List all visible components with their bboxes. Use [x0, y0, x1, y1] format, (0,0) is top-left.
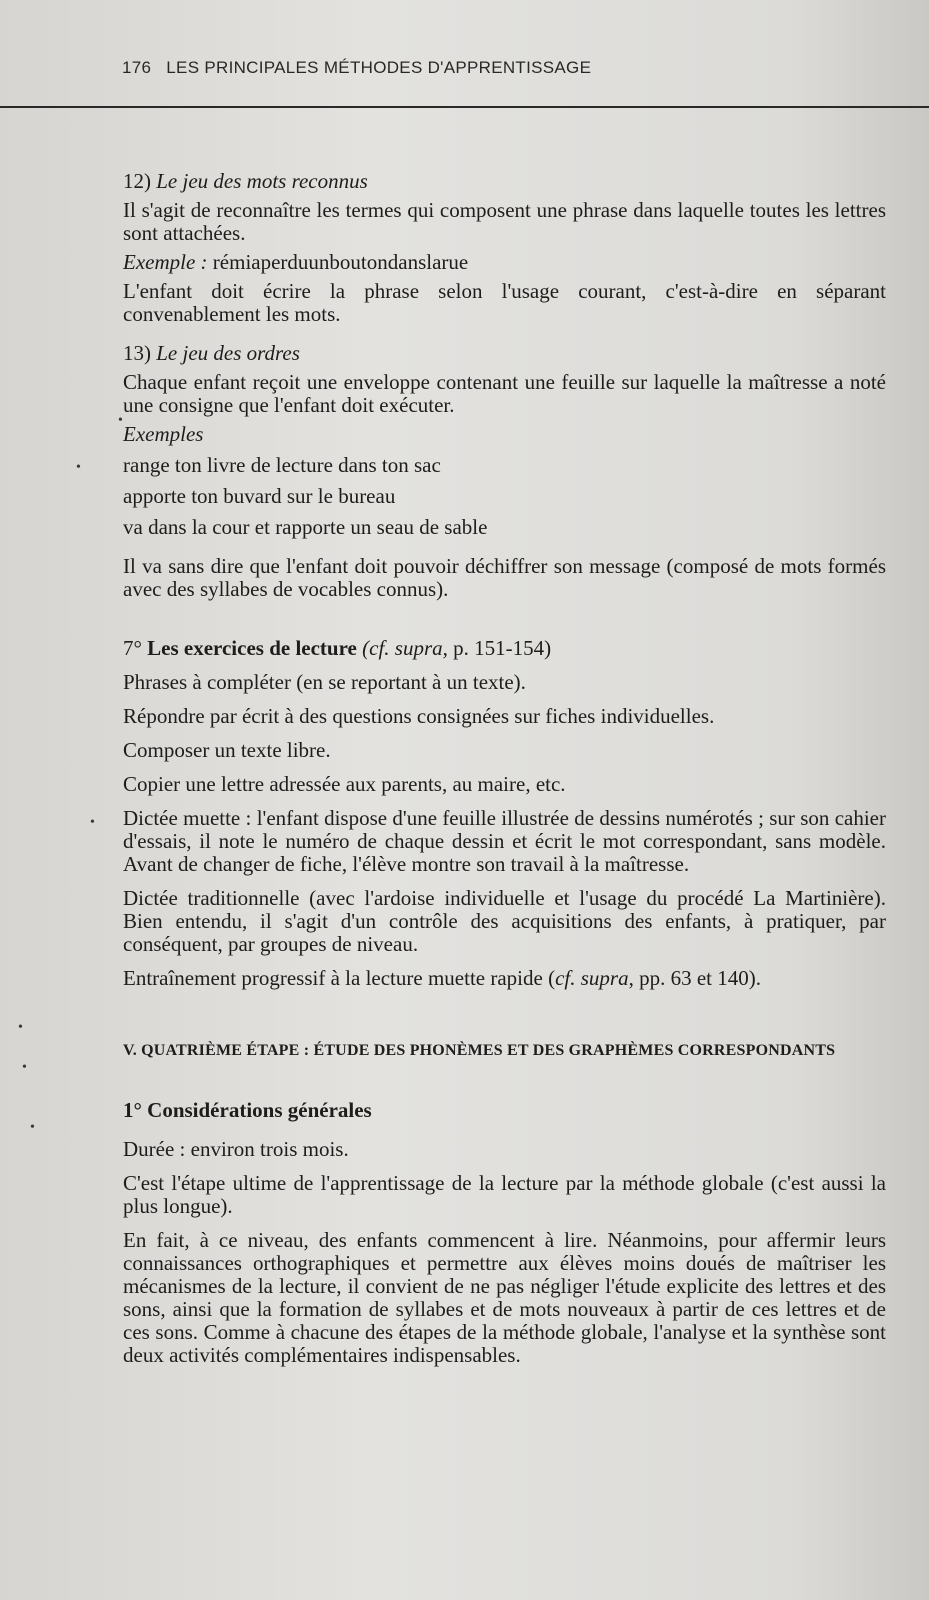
section-13-text: Chaque enfant reçoit une enveloppe contenant une feuille sur laquelle la maîtresse a noté une consigne que l'enfant doit exécuter.	[123, 370, 886, 417]
list-item: Dictée traditionnelle (avec l'ardoise individuelle et l'usage du procédé La Martinière). Bien entendu, il s'agit d'un contrôle des acquisitions des enfants, à pratiquer, par conséquent, par groupes de niveau.	[123, 886, 886, 956]
section-12-example: Exemple : rémiaperduunboutondanslarue	[123, 250, 469, 274]
list-item: va dans la cour et rapporte un seau de sable	[123, 515, 488, 539]
list-item: Dictée muette : l'enfant dispose d'une feuille illustrée de dessins numérotés ; sur son cahier d'essais, il note le numéro de chaque dessin et écrit le mot correspondant, sans modèle. Avant de changer de fiche, l'élève montre son travail à la maîtresse.	[123, 806, 886, 876]
list-item: range ton livre de lecture dans ton sac	[123, 453, 441, 477]
margin-speck: •	[30, 1120, 35, 1135]
list-item: Entraînement progressif à la lecture muette rapide (cf. supra, pp. 63 et 140).	[123, 966, 761, 990]
section-1-title: Considérations générales	[147, 1098, 372, 1122]
running-header	[122, 58, 591, 78]
section-7-heading: 7° Les exercices de lecture (cf. supra, p. 151-154)	[123, 636, 552, 660]
margin-speck: •	[90, 815, 95, 830]
list-item: apporte ton buvard sur le bureau	[123, 484, 396, 508]
section-1-duration: Durée : environ trois mois.	[123, 1137, 349, 1161]
section-1-heading: 1° Considérations générales	[123, 1098, 372, 1122]
section-13-examples-label: Exemples	[123, 422, 204, 446]
part-v-heading: V. QUATRIÈME ÉTAPE : ÉTUDE DES PHONÈMES ET DES GRAPHÈMES CORRESPONDANTS	[123, 1042, 836, 1059]
page-content	[123, 170, 886, 1367]
examples-list	[123, 454, 886, 539]
section-13-title: Le jeu des ordres	[156, 341, 300, 365]
section-12-heading: 12) Le jeu des mots reconnus	[123, 169, 368, 193]
margin-speck: •	[76, 460, 81, 475]
section-13-heading: 13) Le jeu des ordres	[123, 341, 300, 365]
section-13-text2: Il va sans dire que l'enfant doit pouvoir déchiffrer son message (composé de mots formés avec des syllabes de vocables connus).	[123, 554, 886, 601]
section-1-paragraph: En fait, à ce niveau, des enfants commencent à lire. Néanmoins, pour affermir leurs connaissances orthographiques et permettre aux élèves moins doués de maîtriser les mécanismes de la lecture, il convient de ne pas négliger l'étude explicite des lettres et des sons, ainsi que la formation de syllabes et de mots nouveaux à partir de ces lettres et de ces sons. Comme à chacune des étapes de la méthode globale, l'analyse et la synthèse sont deux activités complémentaires indispensables.	[123, 1228, 886, 1367]
section-12-text: Il s'agit de reconnaître les termes qui composent une phrase dans laquelle toutes les lettres sont attachées.	[123, 198, 886, 245]
list-item: Phrases à compléter (en se reportant à un texte).	[123, 670, 526, 694]
section-12-text2: L'enfant doit écrire la phrase selon l'usage courant, c'est-à-dire en séparant convenablement les mots.	[123, 279, 886, 326]
list-item: Copier une lettre adressée aux parents, au maire, etc.	[123, 772, 566, 796]
margin-speck: •	[18, 1020, 23, 1035]
page-number: 176	[122, 58, 152, 77]
margin-speck: •	[118, 413, 123, 428]
section-1-paragraph: C'est l'étape ultime de l'apprentissage de la lecture par la méthode globale (c'est aussi la plus longue).	[123, 1171, 886, 1218]
header-rule	[0, 106, 929, 108]
list-item: Répondre par écrit à des questions consignées sur fiches individuelles.	[123, 704, 715, 728]
section-7-title: Les exercices de lecture	[147, 636, 357, 660]
section-12-title: Le jeu des mots reconnus	[156, 169, 368, 193]
margin-speck: •	[22, 1060, 27, 1075]
list-item: Composer un texte libre.	[123, 738, 331, 762]
running-title: LES PRINCIPALES MÉTHODES D'APPRENTISSAGE	[166, 58, 592, 77]
